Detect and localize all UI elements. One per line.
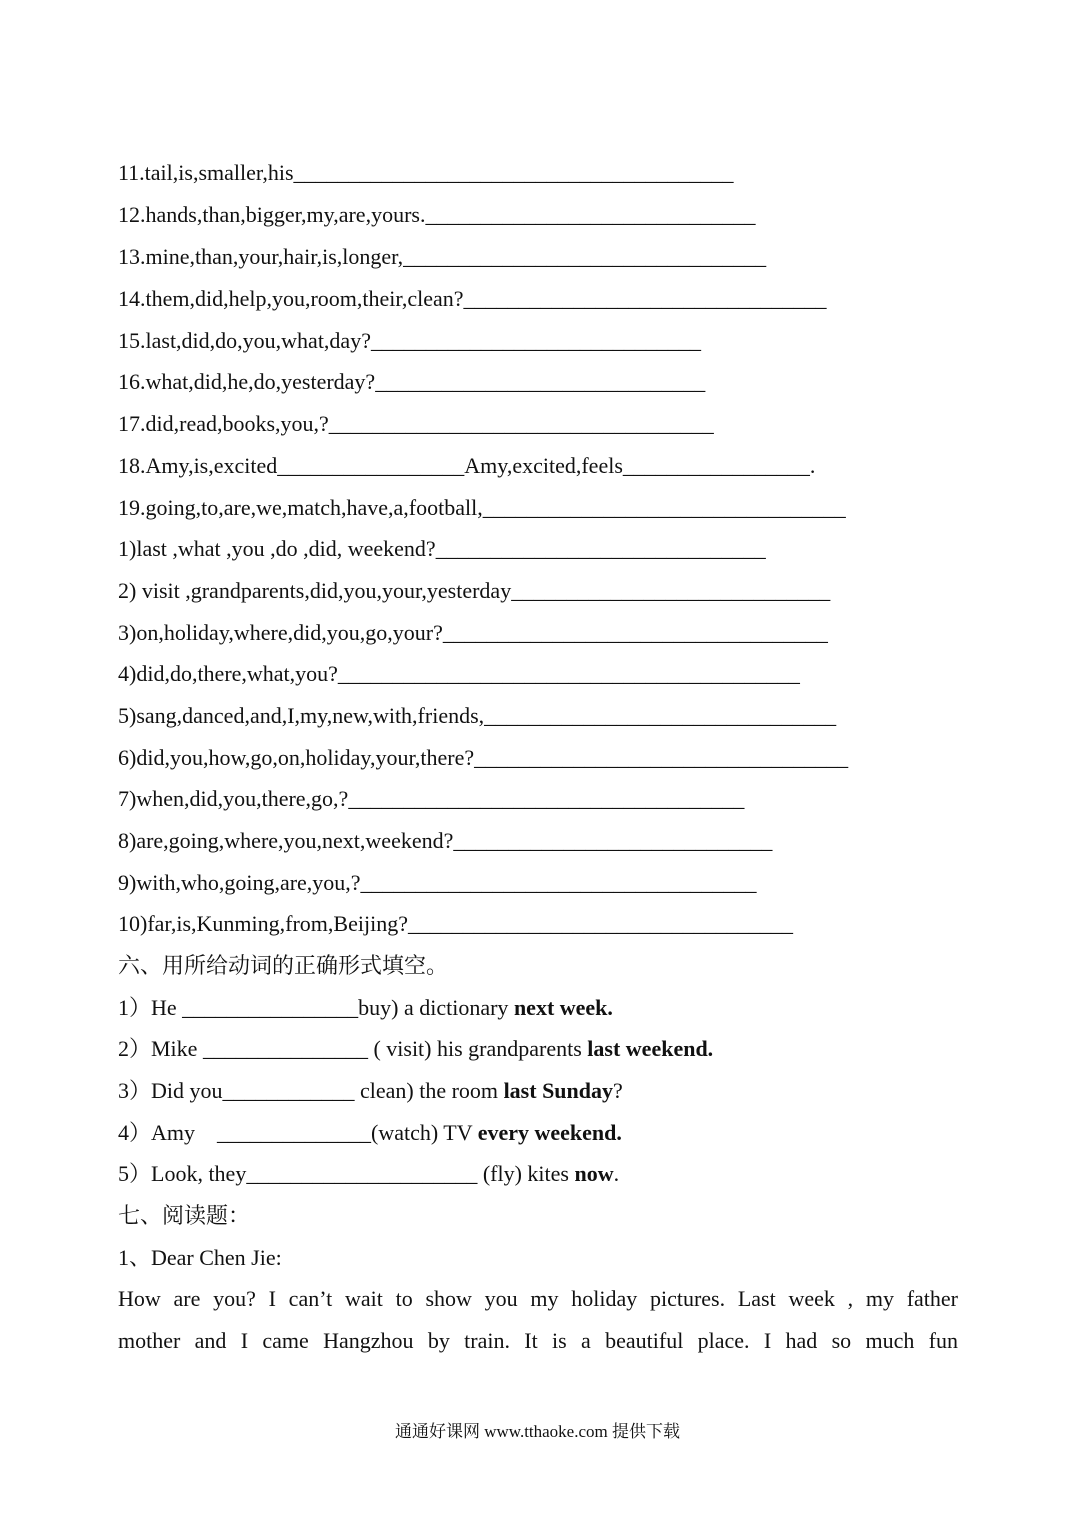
page-footer: 通通好课网 www.tthaoke.com 提供下载 [394, 1422, 681, 1441]
exercise-line: 6)did,you,how,go,on,holiday,your,there?__________________________________ [118, 745, 849, 770]
exercise-line: 14.them,did,help,you,room,their,clean?_________________________________ [118, 286, 827, 311]
exercise-line: 17.did,read,books,you,?___________________________________ [118, 411, 714, 436]
exercise-line: 8)are,going,where,you,next,weekend?_____________________________ [118, 828, 773, 853]
exercise-line: 11.tail,is,smaller,his________________________________________ [118, 160, 734, 185]
verb-exercise-item: 3）Did you____________ clean) the room last Sunday? [118, 1078, 623, 1103]
verb-exercise-item: 5）Look, they_____________________ (fly) kites now. [118, 1161, 620, 1186]
exercise-line: 3)on,holiday,where,did,you,go,your?___________________________________ [118, 620, 828, 645]
exercise-line: 15.last,did,do,you,what,day?______________________________ [118, 328, 701, 353]
exercise-line: 13.mine,than,your,hair,is,longer,_________________________________ [118, 244, 767, 269]
verb-exercise-item: 1）He ________________buy) a dictionary next week. [118, 995, 613, 1020]
exercise-line: 5)sang,danced,and,I,my,new,with,friends,________________________________ [118, 703, 837, 728]
exercise-line: 12.hands,than,bigger,my,are,yours.______________________________ [118, 202, 756, 227]
exercise-line: 1)last ,what ,you ,do ,did, weekend?______________________________ [118, 536, 766, 561]
verb-exercise-item: 2）Mike _______________ ( visit) his grandparents last weekend. [118, 1036, 714, 1061]
exercise-line: 2) visit ,grandparents,did,you,your,yesterday_____________________________ [118, 578, 831, 603]
exercise-line: 9)with,who,going,are,you,?____________________________________ [118, 870, 757, 895]
section-heading: 七、阅读题： [118, 1203, 251, 1228]
section-heading: 六、用所给动词的正确形式填空。 [118, 953, 449, 978]
verb-exercise-item: 4）Amy ______________(watch) TV every weekend. [118, 1120, 622, 1145]
reading-paragraph-line: How are you? I can’t wait to show you my holiday pictures. Last week , my father [118, 1286, 958, 1311]
exercise-line: 16.what,did,he,do,yesterday?______________________________ [118, 369, 706, 394]
exercise-line: 10)far,is,Kunming,from,Beijing?___________________________________ [118, 911, 793, 936]
letter-greeting: 1、Dear Chen Jie: [118, 1245, 282, 1270]
exercise-line: 18.Amy,is,excited_________________Amy,excited,feels_________________. [118, 453, 816, 478]
exercise-line: 7)when,did,you,there,go,?____________________________________ [118, 786, 745, 811]
reading-paragraph-line: mother and I came Hangzhou by train. It is a beautiful place. I had so much fun [118, 1328, 958, 1353]
exercise-line: 4)did,do,there,what,you?__________________________________________ [118, 661, 800, 686]
exercise-line: 19.going,to,are,we,match,have,a,football,_________________________________ [118, 495, 846, 520]
